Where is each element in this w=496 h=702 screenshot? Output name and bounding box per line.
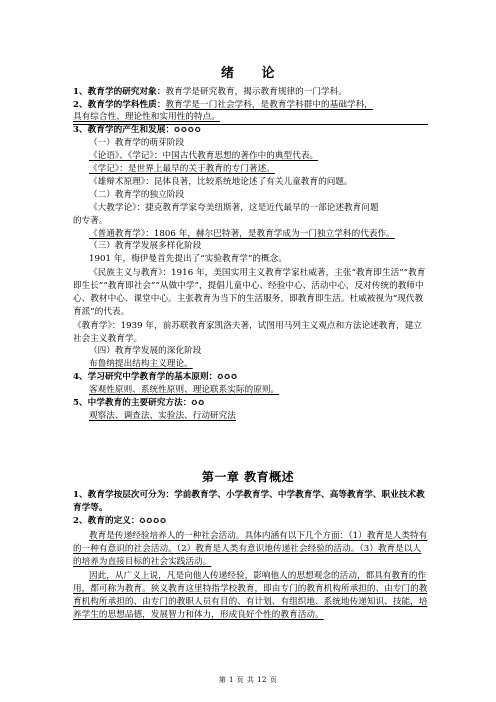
stage-2-b-text: 《普通教育学》：1806 年，赫尔巴特著，是教育学成为一门独立学科的代表作。 (89, 229, 395, 239)
chapter-1-p3-text: 因此，从广义上说，凡是向他人传递经验，影响他人的思想观念的活动，都具有教育的作用，都可称为教育。狭义教育这里特指学校教育，即由专门的教育机构所承担的、由专门的教育机构所承担的、由专门的教职人员有目的、有计划、有组织地、系统地传递知识、技能，培养学生的思想品德，发展智力和体力，形成良好个性的教育活动。 (73, 571, 428, 620)
item-4-label: 4、学习研究中学教育学的基本原则： (73, 372, 218, 382)
stage-3-a: 1901 年，梅伊曼首先提出了“实验教育学”的概念。 (89, 254, 287, 264)
stage-2-heading: （二）教育学的独立阶段 (89, 190, 185, 200)
stage-2-a: 《大教学论》：捷克教育学家夸美纽斯著，这是近代最早的一部论述教育问题 (89, 203, 379, 213)
item-3-label: 3、教育学的产生和发展： (73, 125, 175, 135)
stage-4-a-text: 布鲁纳提出结构主义理论。 (89, 359, 193, 369)
stage-2-a-cont: 的专著。 (73, 216, 108, 226)
stage-2-b (89, 229, 444, 240)
stage-1-a-text: 《论语》、《学记》：中国古代教育思想的著作中的典型代表。 (89, 151, 319, 161)
page-footer: 第 1 页 共 12 页 (218, 676, 278, 684)
importance-stars: ✪✪✪ (217, 373, 238, 381)
chapter-1-p1: 1、教育学按层次可分为：学前教育学、小学教育学、中学教育学、高等教育学、职业技术教育学等。 (73, 490, 425, 513)
item-1 (73, 87, 428, 98)
item-5-text (89, 411, 444, 422)
chapter-1-p2 (73, 516, 428, 527)
stage-1-b-text: 《学记》：是世界上最早的关于教育的专门著述。 (89, 164, 275, 174)
item-5-label: 5、中学教育的主要研究方法： (73, 398, 192, 408)
chapter-1-title: 第一章 教育概述 (201, 470, 295, 484)
item-1-text: 教育学是研究教育，揭示教育规律的一门学科。 (165, 87, 347, 97)
item-4-text-value: 客观性原则、系统性原则、理论联系实际的原则。 (89, 385, 280, 395)
item-1-label: 1、教育学的研究对象： (73, 87, 166, 97)
stage-1-heading: （一）教育学的萌芽阶段 (89, 138, 185, 148)
stage-4-a (89, 359, 444, 370)
item-2-text: 教育学是一门社会学科，是教育学科群中的基础学科， (165, 100, 373, 110)
stage-1-c: 《雄辩术原理》：昆体良著，比较系统地论述了有关儿童教育的问题。 (89, 177, 353, 187)
stage-3-c: 《教育学》：1939 年，前苏联教育家凯洛夫著，试图用马列主义观点和方法论述教育，建立社会主义教育学。 (73, 321, 423, 344)
item-4-text (89, 385, 444, 396)
item-2 (73, 100, 428, 111)
item-3 (73, 125, 428, 136)
p2-label: 2、教育的定义： (73, 516, 140, 526)
item-2-cont (73, 112, 428, 123)
item-2-text-2: 具有综合性、理论性和实用性的特点。 (73, 112, 220, 122)
importance-stars: ✪✪✪✪ (174, 126, 202, 134)
stage-1-a (89, 151, 444, 162)
importance-stars: ✪✪✪✪ (139, 517, 168, 525)
importance-stars: ✪✪ (191, 399, 206, 407)
intro-title: 绪 论 (220, 66, 275, 81)
stage-3-heading: （三）教育学发展多样化阶段 (89, 241, 202, 251)
stage-4-heading: （四）教育学发展的深化阶段 (89, 346, 202, 356)
stage-3-b: 《民族主义与教育》：1916 年，美国实用主义教育学家杜威著，主张“教育即生活”“教育即生长”“教育即社会”“从做中学”，提倡儿童中心、经验中心、活动中心，反对传统的教师中心、教材中心、课堂中心。主张教育为当下的生活服务，即教育即生活。杜威被视为“现代教育派”的代表。 (73, 268, 426, 317)
chapter-1-p2-text: 教育是传递经验培养人的一种社会活动。具体内涵有以下几个方面：（1）教育是人类特有的一种有意识的社会活动。（2）教育是人类有意识地传递社会经验的活动。（3）教育是以人的培养为直接目标的社会实践活动。 (73, 531, 428, 567)
item-5 (73, 398, 428, 409)
item-5-text-value: 观察法、调查法、实验法、行动研究法 (89, 411, 236, 421)
item-2-label: 2、教育学的学科性质： (73, 100, 166, 110)
item-4 (73, 372, 428, 383)
stage-1-b (89, 164, 444, 175)
